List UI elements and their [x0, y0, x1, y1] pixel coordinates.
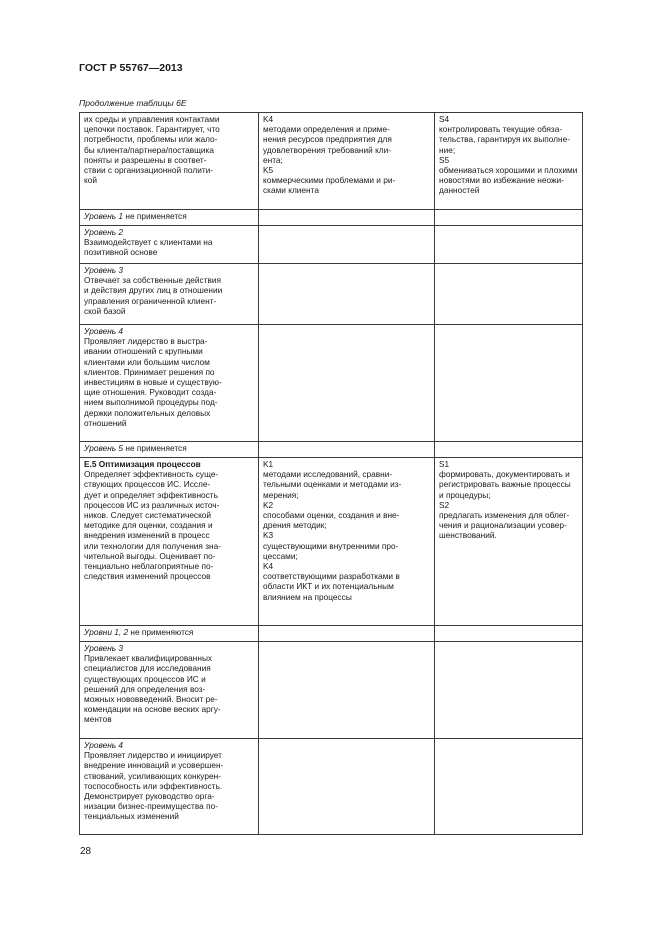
level-description: Привлекает квалифицированных специалистов для исследования существующих процессов ИС и решений для определения воз- можных нововведений. Вносит ре- комендации на основе веских аргу- ментов [84, 653, 221, 725]
empty-cell [259, 442, 435, 458]
page-number: 28 [80, 846, 92, 857]
competence-description-cell [80, 458, 259, 626]
level-label: Уровень 1 [84, 211, 124, 221]
empty-cell [435, 642, 583, 739]
empty-cell [259, 626, 435, 642]
level-label: Уровень 5 [84, 443, 124, 453]
knowledge-cell: K4 методами определения и приме- нения ресурсов предприятия для удовлетворения требований кли- ента; K5 коммерческими проблемами и ри- сками клиента [259, 113, 435, 210]
competence-table [79, 112, 583, 835]
empty-cell [259, 739, 435, 835]
level-label: Уровень 3 [84, 643, 124, 653]
competence-description-cell: их среды и управления контактами цепочки поставок. Гарантирует, что потребности, проблемы или жало- бы клиента/партнера/поставщика поняты и разрешены в соответ- ствии с организационной полити- кой [80, 113, 259, 210]
empty-cell [435, 739, 583, 835]
empty-cell [259, 325, 435, 442]
level-label: Уровни 1, 2 [84, 627, 129, 637]
knowledge-cell: K1 методами исследований, сравни- тельными оценками и методами из- мерения; K2 способами оценки, создания и вне- дрения методик; K3 существующими внутренними про- цессами; K4 соответствующими разработками в области ИКТ и их потенциальным влиянием на процессы [259, 458, 435, 626]
level-description: Проявляет лидерство в выстра- ивании отношений с крупными клиентами или большим числом клиентов. Принимает решения по инвестициям в новые и существую- щие отношения. Руководит созда- нием выполнимой процедуры под- держки положительных деловых отношений [84, 336, 222, 428]
table-row [80, 113, 583, 210]
level-label: Уровень 3 [84, 265, 124, 275]
level-note: не применяется [123, 211, 187, 221]
empty-cell [259, 642, 435, 739]
empty-cell [435, 626, 583, 642]
skills-cell: S4 контролировать текущие обяза- тельства, гарантируя их выполне- ние; S5 обмениваться хорошими и плохими новостями во избежание неожи- данностей [435, 113, 583, 210]
document-code: ГОСТ Р 55767—2013 [79, 62, 183, 74]
level-label: Уровень 2 [84, 227, 124, 237]
empty-cell [259, 226, 435, 264]
level-cell [80, 210, 259, 226]
table-row [80, 226, 583, 264]
section-description: Определяет эффективность суще- ствующих процессов ИС. Иссле- дует и определяет эффективность процессов ИС из различных источ- ников. Следует систематической методике для оценки, создания и внедрения изменений в процесс или технологии для получения зна- чительной выгоды. Оценивает по- тенциально неблагоприятные по- следствия изменений процессов [84, 469, 221, 582]
table-row [80, 210, 583, 226]
table-row [80, 458, 583, 626]
level-description: Проявляет лидерство и инициирует внедрение инноваций и усовершен- ствований, усиливающих конкурен- тоспособность или эффективность. Демонстрирует руководство орга- низации бизнес-преимущества по- тенциальных изменений [84, 750, 224, 822]
level-cell [80, 442, 259, 458]
table-row [80, 325, 583, 442]
level-note: не применяются [128, 627, 194, 637]
empty-cell [259, 264, 435, 325]
level-cell [80, 642, 259, 739]
table-row [80, 264, 583, 325]
empty-cell [435, 325, 583, 442]
empty-cell [435, 210, 583, 226]
section-title: E.5 Оптимизация процессов [84, 459, 201, 469]
level-description: Отвечает за собственные действия и действия других лиц в отношении управления ограниченной клиент- ской базой [84, 275, 223, 316]
level-note: не применяется [123, 443, 187, 453]
level-cell [80, 739, 259, 835]
empty-cell [435, 226, 583, 264]
table-row [80, 739, 583, 835]
level-cell [80, 626, 259, 642]
level-cell [80, 264, 259, 325]
level-cell [80, 325, 259, 442]
empty-cell [435, 442, 583, 458]
level-description: Взаимодействует с клиентами на позитивной основе [84, 237, 213, 258]
level-cell [80, 226, 259, 264]
table-continuation-caption: Продолжение таблицы 6Е [79, 98, 187, 108]
level-label: Уровень 4 [84, 740, 124, 750]
table-row [80, 626, 583, 642]
empty-cell [259, 210, 435, 226]
skills-cell: S1 формировать, документировать и регистрировать важные процессы и процедуры; S2 предлагать изменения для облег- чения и рационализации усовер- шенствований. [435, 458, 583, 626]
level-label: Уровень 4 [84, 326, 124, 336]
table-row [80, 442, 583, 458]
empty-cell [435, 264, 583, 325]
table-row [80, 642, 583, 739]
